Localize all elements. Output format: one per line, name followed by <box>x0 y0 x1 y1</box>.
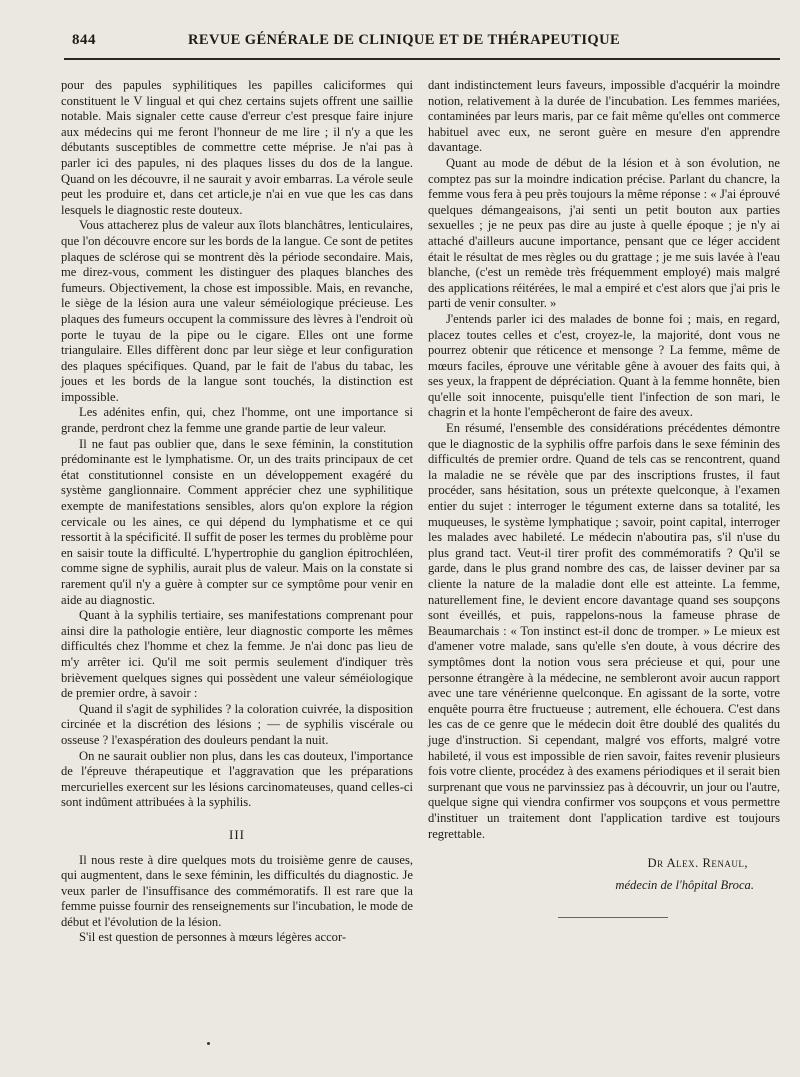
paragraph: S'il est question de personnes à mœurs légères accor- <box>79 930 347 945</box>
paragraph: Les adénites enfin, qui, chez l'homme, ont une importance si grande, perdront chez la femme une grande partie de leur valeur. <box>61 405 413 436</box>
paragraph: Quant au mode de début de la lésion et à son évolution, ne comptez pas sur la moindre indication précise. Parlant du chancre, la femme vous fera à peu près toujours la même réponse : « J'ai éprouvé quelques démangeaisons, j'ai senti un petit bouton aux parties sexuelles ; je ne peux pas dire au juste à quelle époque ; je n'y ai attaché d'ailleurs aucune importance, pensant que ce léger accident était le résultat de mes règles ou du grattage ; je me suis lavée à l'eau blanche, (c'est un remède très fréquemment employé) mais malgré des applications réitérées, le mal a empiré et c'est alors que j'ai pris le parti de venir consulter. » <box>428 155 780 311</box>
ink-dot <box>207 1042 210 1045</box>
page-header <box>66 28 780 56</box>
author-role: médecin de l'hôpital Broca. <box>615 877 754 892</box>
paragraph: En résumé, l'ensemble des considérations précédentes démontre que le diagnostic de la syphilis offre parfois dans le sexe féminin des difficultés de premier ordre. Quand de tels cas se rencontrent, quand la maladie ne se révèle que par des inscriptions frustes, il faut procéder, sans hésitation, sous un prétexte quelconque, à l'examen entier du sujet : interroger le tégument externe dans sa totalité, les muqueuses, le système lymphatique ; savoir, point capital, interroger les malades avec habileté. Le médecin n'aboutira pas, s'il n'use du plus grand tact. Veut-il tirer profit des commémoratifs ? Qu'il se garde, dans le plus grand nombre des cas, de laisser deviner par sa cliente la nature de la maladie dont elle est atteinte. La femme, naturellement fine, le devient encore davantage quand ses soupçons sont éveillés, et puis, rappelons-nous la fameuse phrase de Beaumarchais : « Ton instinct est-il donc de tromper. » Le mieux est d'amener votre malade, sans qu'elle s'en doute, à vous décrire des symptômes dont la notion vous sera précieuse et qui, pour une personne étrangère à la médecine, ne sembleront avoir aucun rapport avec une tare vénérienne quelconque. En agissant de la sorte, votre enquête pourra être fructueuse ; autrement, elle échouera. C'est dans les cas de ce genre que le médecin doit être doublé des qualités du juge d'instruction. Si cependant, malgré vos efforts, malgré votre habileté, il vous est impossible de rien savoir, faites revenir plusieurs fois votre cliente, procédez à des examens périodiques et il serait bien surprenant que vous ne parvinssiez pas à découvrir, un jour ou l'autre, quelque signe qui viendra confirmer vos soupçons et vous permettre d'instituer un traitement dont l'application tardive est toujours regrettable. <box>428 421 780 841</box>
header-rule <box>64 58 780 60</box>
right-column <box>428 78 780 918</box>
paragraph: Quant à la syphilis tertiaire, ses manifestations comprenant pour ainsi dire la pathologie entière, leur diagnostic comporte les mêmes difficultés chez l'homme et chez la femme. Je n'ai donc pas lieu de m'y arrêter ici. Qu'il me soit permis seulement d'indiquer très brièvement quelques signes qui possèdent une valeur séméiologique de premier ordre, à savoir : <box>61 608 413 701</box>
author-signature: Dr Alex. Renaul, <box>647 856 748 871</box>
section-number: III <box>229 826 245 842</box>
paragraph: Vous attacherez plus de valeur aux îlots blanchâtres, lenticulaires, que l'on découvre encore sur les bords de la langue. Ce sont de petites plaques de sclérose qui se montrent dès la période secondaire. Mais, me direz-vous, comment les distinguer des plaques blanches des fumeurs. Objectivement, la chose est impossible. Mais, en revanche, le siège de la lésion aura une valeur séméiologique précieuse. Les plaques des fumeurs occupent la commissure des lèvres à l'endroit où porte le tuyau de la pipe ou le cigare. Elles ont une forme triangulaire. Elles diffèrent donc par leur siège et leur configuration des plaques spécifiques. Quand, par le fait de l'abus du tabac, les joues et les bords de la langue sont touchés, la distinction est impossible. <box>61 218 413 404</box>
paragraph: Quand il s'agit de syphilides ? la coloration cuivrée, la disposition circinée et la discrétion des lésions ; — de syphilis viscérale ou osseuse ? l'exaspération des douleurs pendant la nuit. <box>61 701 413 747</box>
paragraph: On ne saurait oublier non plus, dans les cas douteux, l'importance de l'épreuve thérapeutique et l'aggravation que les préparations mercurielles exercent sur les lésions carcinomateuses, quand celles-ci sont indûment attribuées à la syphilis. <box>61 748 413 810</box>
paragraph: J'entends parler ici des malades de bonne foi ; mais, en regard, placez toutes celles et c'est, croyez-le, la majorité, dont vous ne pourrez obtenir que réticence et mensonge ? La femme, même de mœurs faciles, éprouve une véritable gêne à avouer des faits qui, à ses yeux, la frappent de dépréciation. Quant à la femme honnête, bien qu'elle soit innocente, puisqu'elle tient l'infection de son mari, le chagrin et la honte l'empêcheront de faire des aveux. <box>428 311 780 420</box>
paragraph: Il ne faut pas oublier que, dans le sexe féminin, la constitution prédominante est le lymphatisme. Or, un des traits principaux de cet état constitutionnel consiste en un développement exagéré du système ganglionnaire. Comment apprécier chez une syphilitique exempte de manifestations sensibles, alors qu'on explore la région cervicale ou les aines, ce qui dépend du lymphatisme et ce qui ressortit à la spécificité. Il suffit de poser les termes du problème pour en saisir toute la difficulté. L'hypertrophie du ganglion épitrochléen, comme signe de syphilis, aurait plus de valeur. Mais on la constate si rarement qu'il n'y a guère à compter sur ce symptôme pour venir en aide au diagnostic. <box>61 436 413 607</box>
end-rule <box>558 917 668 918</box>
running-title: REVUE GÉNÉRALE DE CLINIQUE ET DE THÉRAPEUTIQUE <box>188 32 621 48</box>
paragraph: pour des papules syphilitiques les papilles caliciformes qui constituent le V lingual et qui chez certains sujets offrent une saillie notable. Mais signaler cette cause d'erreur c'est presque faire injure aux médecins qui me feront l'honneur de me lire ; il n'y a que les débutants susceptibles de commettre cette méprise. Je n'ai pas à parler ici des papules, ni des plaques lisses du dos de la langue. Quand on les découvre, il ne saurait y avoir embarras. La vérole seule peut les produire et, dans cet article,je n'ai en vue que les cas dans lesquels le diagnostic reste douteux. <box>61 78 413 217</box>
page-number: 844 <box>72 32 96 48</box>
paragraph: dant indistinctement leurs faveurs, impossible d'acquérir la moindre notion, relativement à la durée de l'incubation. Les femmes mariées, contaminées par leurs maris, par ce fait même qu'elles ont commerce habituel avec eux, ne seront guère en mesure d'en apprendre davantage. <box>428 78 780 155</box>
left-column <box>61 78 413 946</box>
paragraph: Il nous reste à dire quelques mots du troisième genre de causes, qui augmentent, dans le sexe féminin, les difficultés du diagnostic. Je veux parler de l'insuffisance des commémoratifs. Il est rare que la femme puisse fournir des renseignements sur l'incubation, le mode de début et l'évolution de la lésion. <box>61 852 413 929</box>
